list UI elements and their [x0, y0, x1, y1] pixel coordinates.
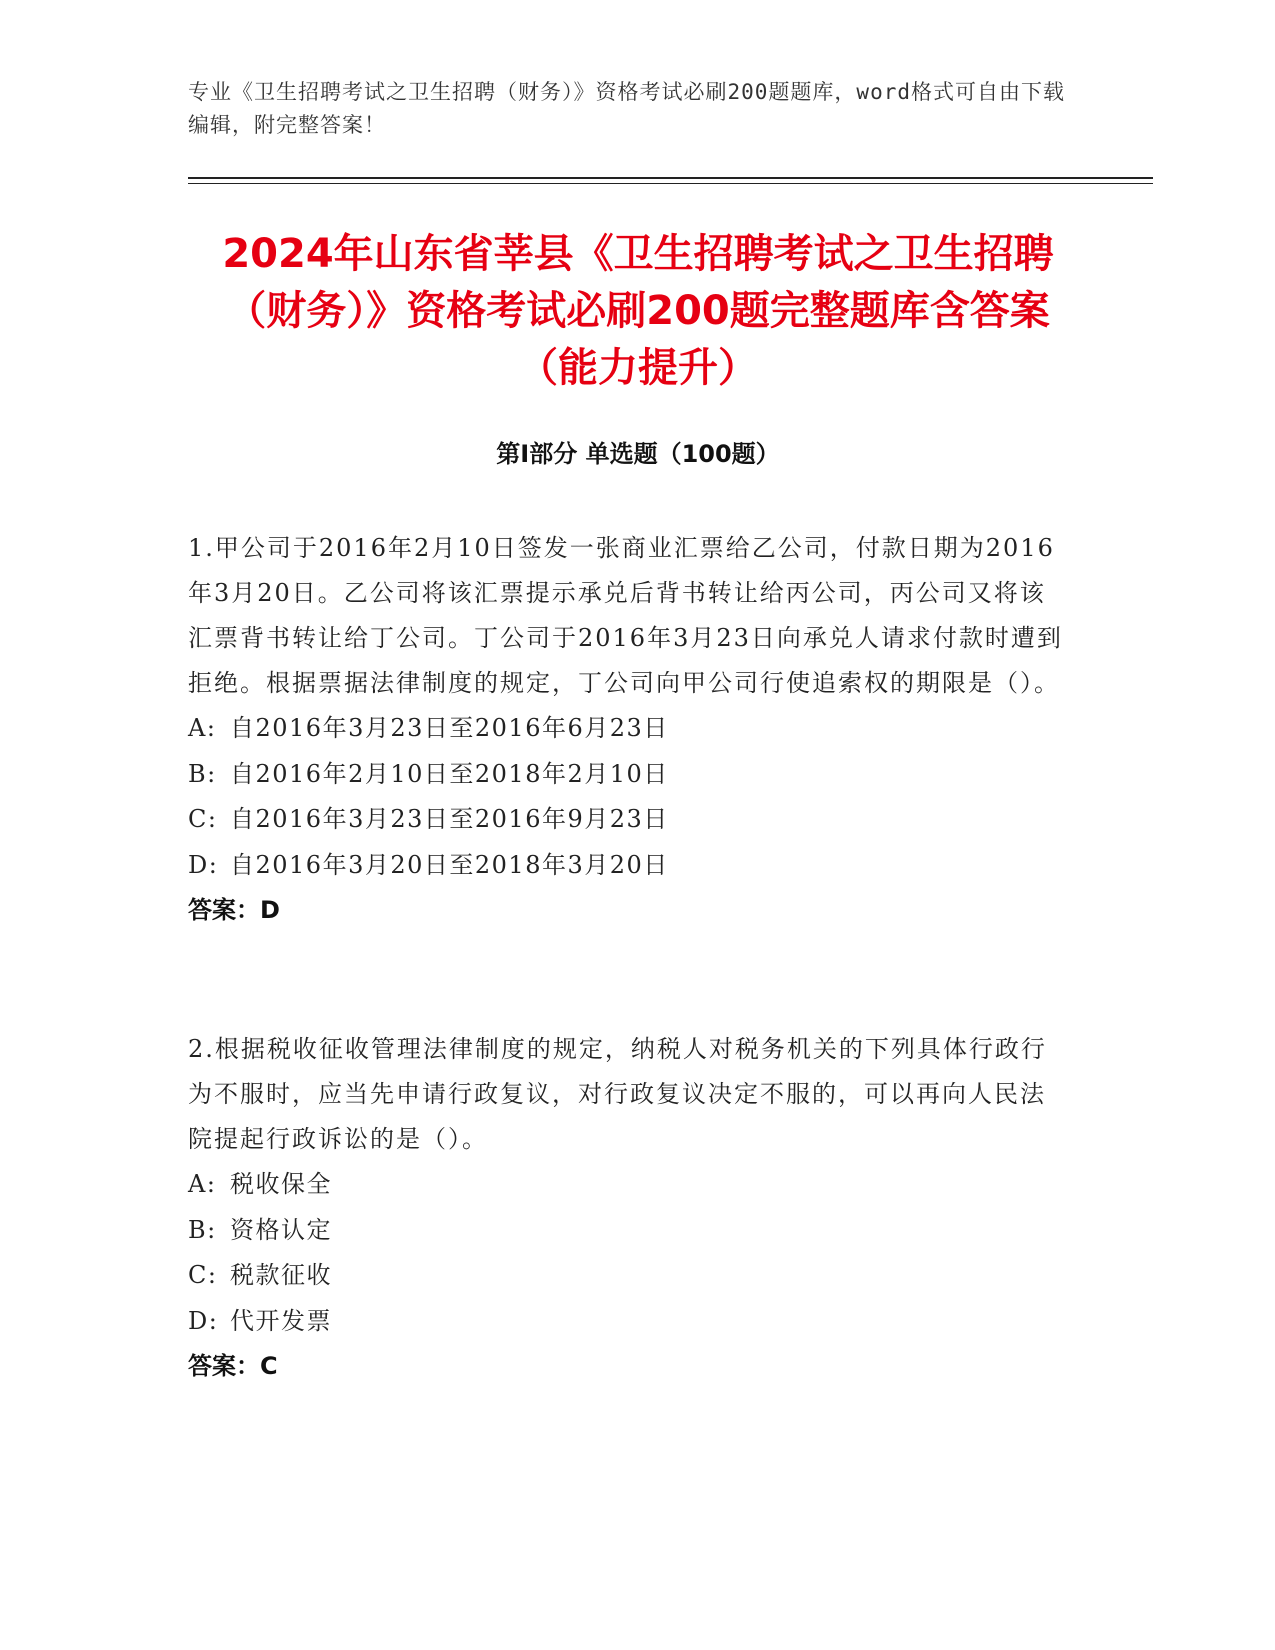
question-2 [188, 1027, 1068, 1389]
option-text: 自2016年2月10日至2018年2月10日 [230, 759, 669, 788]
option-key: B: [188, 1215, 217, 1244]
question-stem: 1.甲公司于2016年2月10日签发一张商业汇票给乙公司，付款日期为2016年3月20日。乙公司将该汇票提示承兑后背书转让给丙公司，丙公司又将该汇票背书转让给丁公司。丁公司于2016年3月23日向承兑人请求付款时遭到拒绝。根据票据法律制度的规定，丁公司向甲公司行使追索权的期限是（）。 [188, 534, 1063, 697]
header-note: 专业《卫生招聘考试之卫生招聘（财务）》资格考试必刷200题题库，word格式可自由下载编辑，附完整答案！ [188, 80, 1065, 137]
header-divider-thin [188, 183, 1153, 184]
question-1 [188, 526, 1068, 933]
answer: 答案：D [188, 896, 280, 924]
option-key: A: [188, 714, 217, 742]
option-d [188, 843, 1068, 889]
option-key: D: [188, 850, 219, 879]
option-key: A: [188, 1170, 217, 1198]
option-text: 税款征收 [230, 1261, 332, 1289]
answer: 答案：C [188, 1352, 278, 1380]
document-title: 2024年山东省莘县《卫生招聘考试之卫生招聘（财务）》资格考试必刷200题完整题库含答案（能力提升） [222, 231, 1054, 391]
section-title: 第I部分 单选题（100题） [496, 440, 780, 468]
option-text: 自2016年3月20日至2018年3月20日 [230, 850, 669, 879]
option-text: 自2016年3月23日至2016年6月23日 [230, 714, 669, 742]
option-b [188, 752, 1068, 798]
option-d [188, 1299, 1068, 1345]
option-c [188, 1253, 1068, 1299]
option-a [188, 1162, 1068, 1208]
option-key: D: [188, 1306, 219, 1335]
option-c [188, 797, 1068, 843]
header-divider-thick [188, 177, 1153, 179]
option-key: C: [188, 1261, 218, 1289]
option-key: B: [188, 759, 217, 788]
option-text: 税收保全 [230, 1170, 332, 1198]
option-key: C: [188, 805, 218, 833]
option-a [188, 706, 1068, 752]
option-text: 资格认定 [230, 1215, 332, 1244]
option-b [188, 1208, 1068, 1254]
option-text: 代开发票 [230, 1306, 332, 1335]
question-stem: 2.根据税收征收管理法律制度的规定，纳税人对税务机关的下列具体行政行为不服时，应当先申请行政复议，对行政复议决定不服的，可以再向人民法院提起行政诉讼的是（）。 [188, 1035, 1047, 1153]
option-text: 自2016年3月23日至2016年9月23日 [230, 805, 669, 833]
